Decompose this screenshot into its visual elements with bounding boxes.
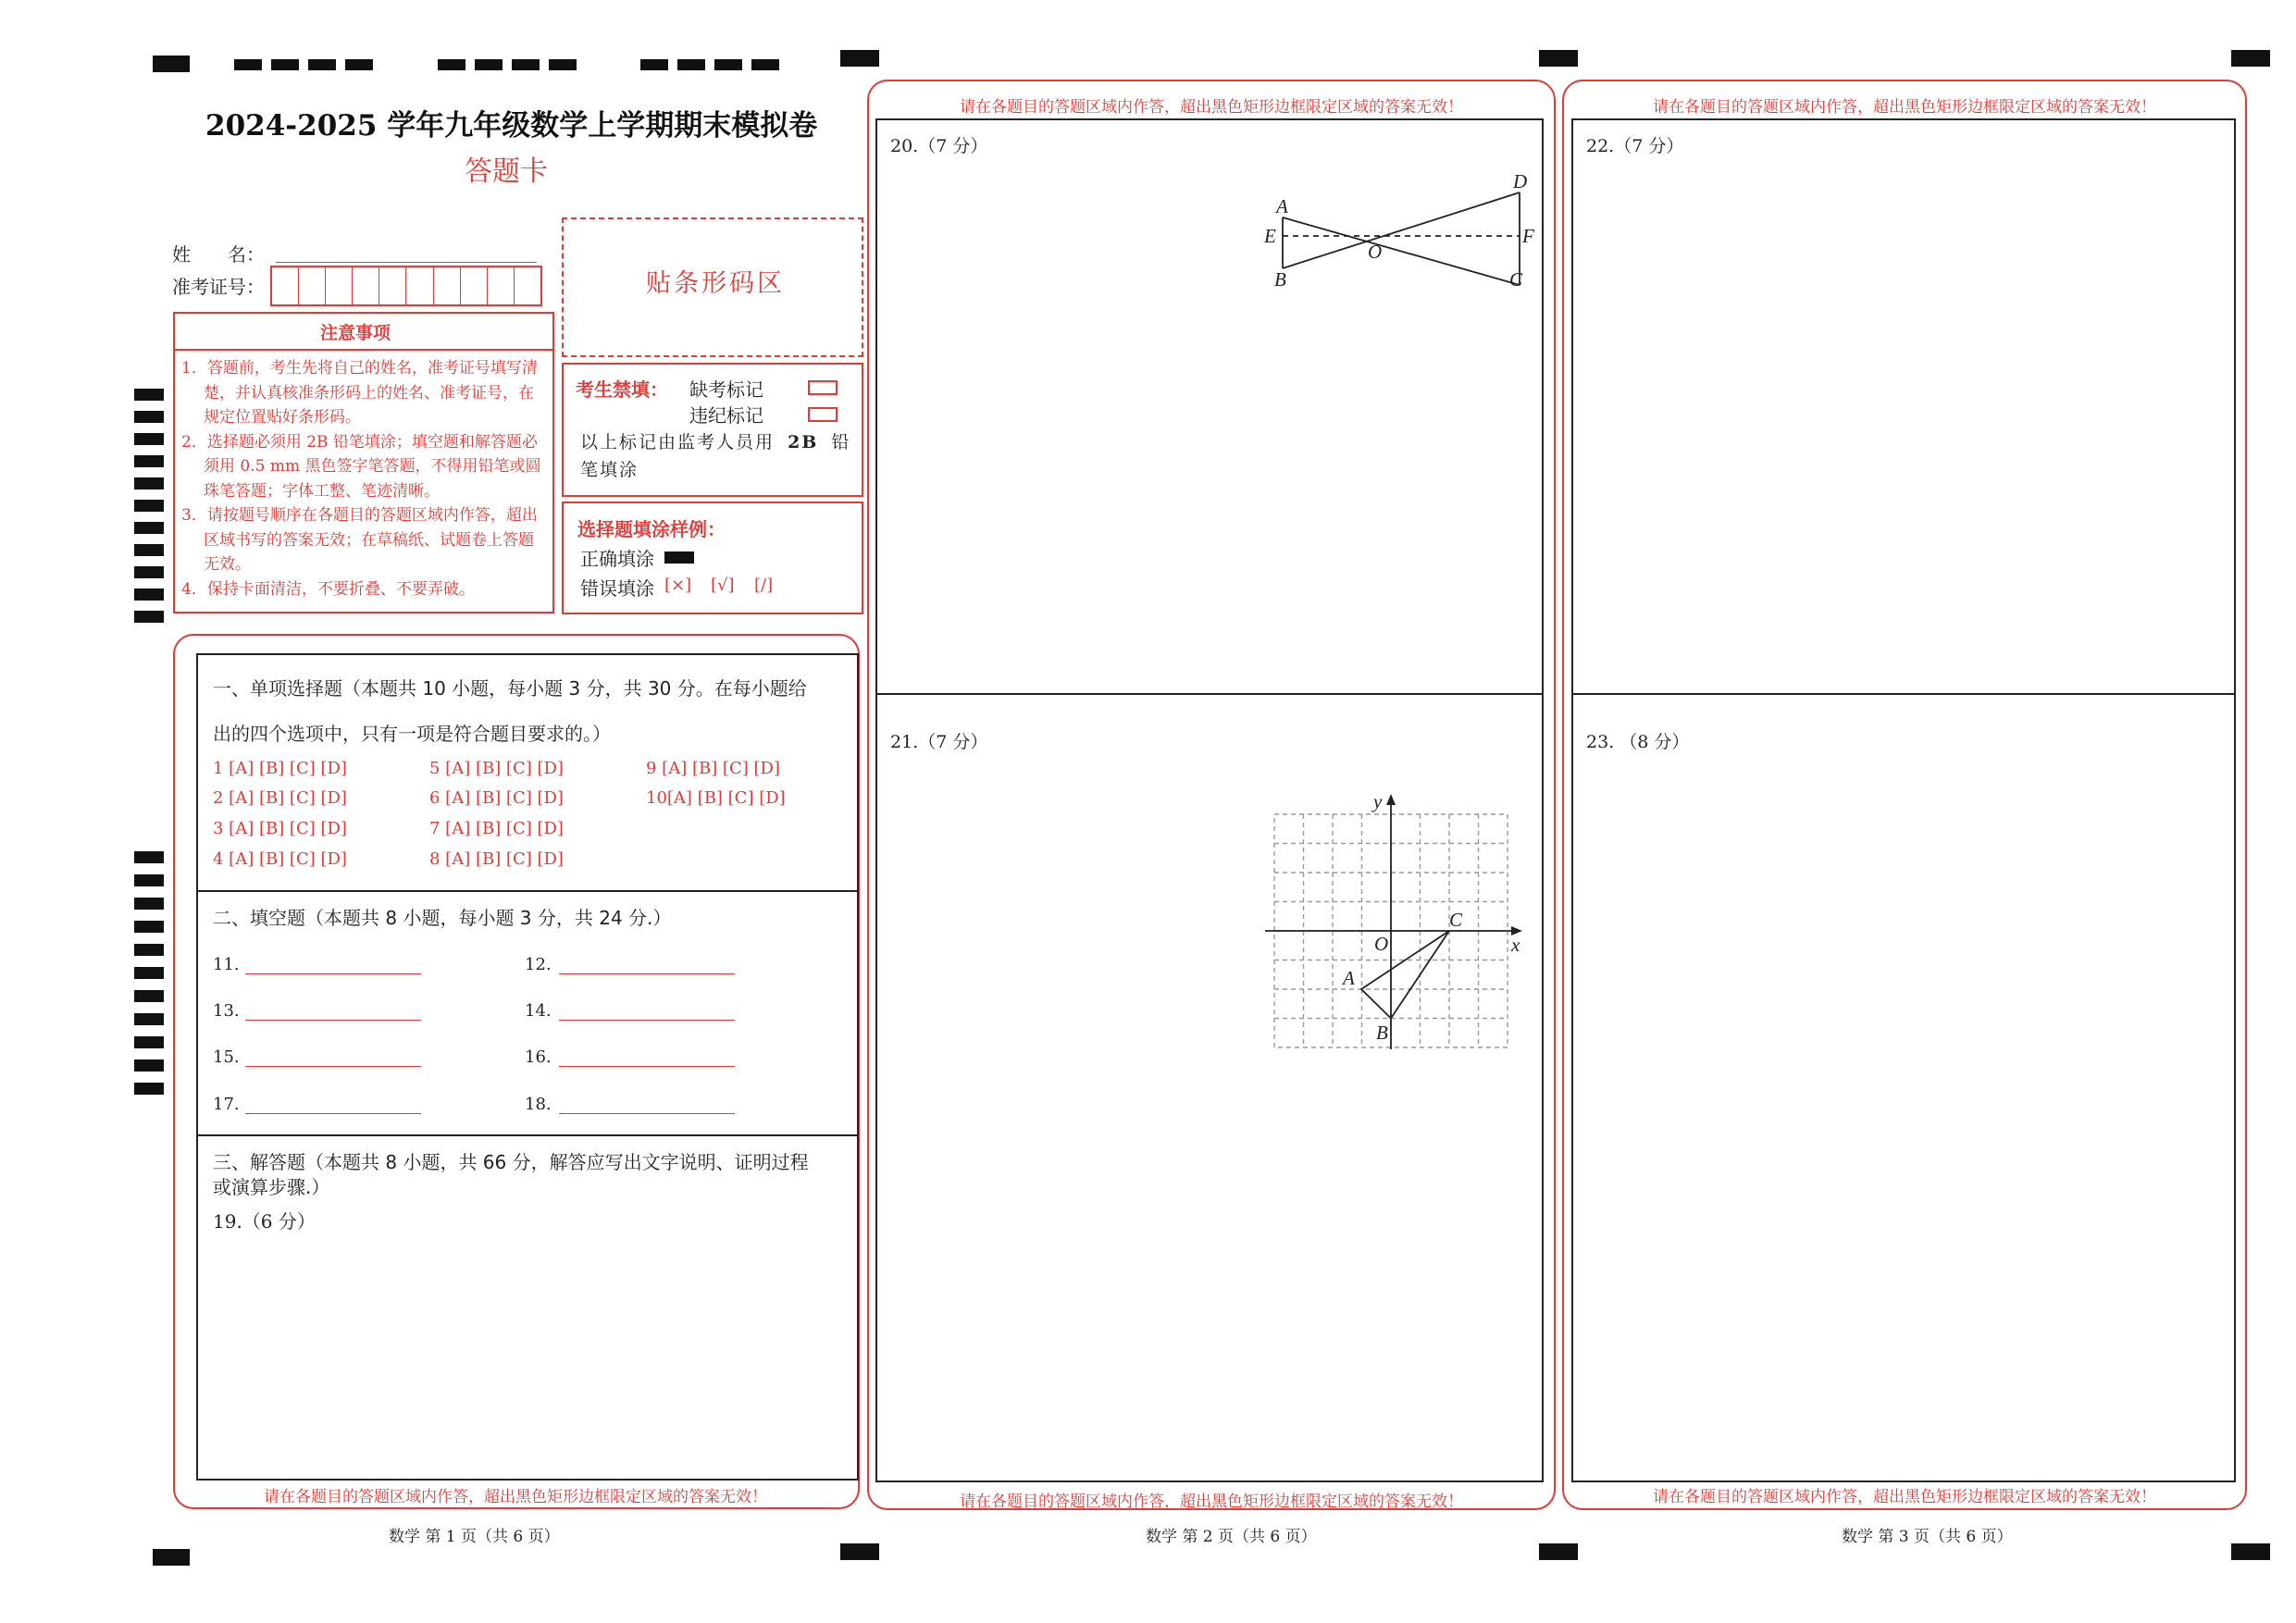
proctor-note-d: 笔填涂 — [580, 460, 639, 480]
choice-row-10[interactable]: 10[A] [B] [C] [D] — [646, 788, 786, 808]
choice-row-9[interactable]: 9 [A] [B] [C] [D] — [646, 759, 780, 778]
section1-title-line2: 出的四个选项中，只有一项是符合题目要求的。） — [213, 723, 611, 745]
blank-label-14: 14. — [525, 1001, 552, 1021]
fig20-label-f: F — [1522, 225, 1534, 247]
fig20-label-o: O — [1368, 241, 1383, 263]
choice-row-7[interactable]: 7 [A] [B] [C] [D] — [429, 819, 564, 838]
fig21-label-c: C — [1449, 909, 1463, 931]
proctor-mark-title: 考生禁填： — [576, 378, 668, 401]
section-divider-2 — [196, 1134, 857, 1136]
section3-title-line1: 三、解答题（本题共 8 小题，共 66 分，解答应写出文字说明、证明过程 — [213, 1151, 809, 1173]
notice-item-2: 2．选择题必须用 2B 铅笔填涂；填空题和解答题必须用 0.5 mm 黑色签字笔答题，不得用铅笔或圆珠笔答题；字体工整、笔迹清晰。 — [181, 432, 541, 501]
choice-row-2[interactable]: 2 [A] [B] [C] [D] — [213, 788, 347, 808]
page1-footer: 数学 第 1 页（共 6 页） — [389, 1528, 560, 1546]
wrong-fill-mark-check: [√] — [711, 576, 735, 595]
fig20-label-b: B — [1274, 268, 1286, 291]
blank-label-11: 11. — [213, 955, 240, 974]
page3-warning-bottom: 请在各题目的答题区域内作答，超出黑色矩形边框限定区域的答案无效！ — [1653, 1488, 2156, 1506]
blank-label-12: 12. — [525, 955, 552, 974]
blank-line-18[interactable] — [559, 1113, 735, 1114]
question-22-answer-area[interactable] — [1573, 167, 2230, 689]
blank-line-17[interactable] — [245, 1113, 421, 1114]
question-20-answer-area[interactable] — [877, 305, 1540, 689]
fig20-label-e: E — [1264, 225, 1276, 247]
section1-title-line1: 一、单项选择题（本题共 10 小题，每小题 3 分，共 30 分。在每小题给 — [213, 677, 807, 700]
proctor-note-a: 以上标记由监考人员用 — [580, 432, 776, 452]
blank-line-16[interactable] — [559, 1066, 735, 1067]
question-22-label: 22.（7 分） — [1586, 136, 1684, 156]
notice-items — [181, 356, 544, 601]
choice-row-5[interactable]: 5 [A] [B] [C] [D] — [429, 759, 564, 778]
fig20-label-d: D — [1513, 170, 1528, 192]
blank-label-15: 15. — [213, 1047, 240, 1067]
blank-line-15[interactable] — [245, 1066, 421, 1067]
barcode-label: 贴条形码区 — [646, 269, 785, 298]
section2-title: 二、填空题（本题共 8 小题，每小题 3 分，共 24 分.） — [213, 907, 672, 929]
fig21-label-b: B — [1376, 1022, 1388, 1044]
blank-line-11[interactable] — [245, 973, 421, 974]
blank-line-13[interactable] — [245, 1020, 421, 1021]
page2-warning-top: 请在各题目的答题区域内作答，超出黑色矩形边框限定区域的答案无效！ — [960, 98, 1463, 117]
wrong-fill-label: 错误填涂 — [580, 577, 654, 600]
question-21-answer-area[interactable] — [877, 1064, 1540, 1471]
page2-warning-bottom: 请在各题目的答题区域内作答，超出黑色矩形边框限定区域的答案无效！ — [960, 1493, 1463, 1511]
notice-item-3: 3．请按题号顺序在各题目的答题区域内作答，超出区域书写的答案无效；在草稿纸、试题卷上答题无效。 — [181, 506, 538, 574]
violation-mark-label: 违纪标记 — [689, 404, 763, 427]
correct-fill-sample — [664, 551, 694, 564]
question-23-answer-area[interactable] — [1573, 759, 2230, 1471]
fig20-label-c: C — [1509, 268, 1523, 291]
notice-title: 注意事项 — [320, 323, 391, 343]
proctor-note-c: 铅 — [831, 432, 851, 452]
answer-card-subtitle: 答题卡 — [465, 155, 548, 188]
fig21-label-a: A — [1343, 967, 1355, 989]
name-label: 姓 名： — [172, 243, 265, 266]
notice-item-4: 4．保持卡面清洁，不要折叠、不要弄破。 — [181, 579, 475, 599]
wrong-fill-mark-x: [×] — [664, 576, 692, 595]
question-19-answer-area[interactable] — [198, 1235, 853, 1474]
absent-mark-label: 缺考标记 — [689, 378, 763, 401]
question-23-label: 23. （8 分） — [1586, 732, 1690, 752]
choice-row-4[interactable]: 4 [A] [B] [C] [D] — [213, 849, 347, 869]
blank-label-16: 16. — [525, 1047, 552, 1067]
blank-label-17: 17. — [213, 1095, 240, 1114]
choice-row-3[interactable]: 3 [A] [B] [C] [D] — [213, 819, 347, 838]
fill-example-title: 选择题填涂样例： — [577, 518, 726, 540]
correct-fill-label: 正确填涂 — [580, 548, 654, 570]
wrong-fill-mark-slash: [/] — [754, 576, 774, 595]
notice-item-1: 1．答题前，考生先将自己的姓名，准考证号填写清楚，并认真核准条形码上的姓名、准考证号，在规定位置贴好条形码。 — [181, 359, 538, 427]
fig20-label-a: A — [1276, 195, 1288, 217]
exam-title: 2024-2025 学年九年级数学上学期期末模拟卷 — [205, 109, 818, 142]
page2-divider — [875, 693, 1542, 695]
fig21-label-x: x — [1511, 934, 1520, 956]
name-field[interactable] — [276, 262, 537, 263]
exam-id-grid[interactable] — [270, 266, 542, 306]
figure-20-bowtie — [1259, 165, 1536, 304]
section3-title-line2: 或演算步骤.） — [213, 1176, 330, 1198]
question-19-label: 19.（6 分） — [213, 1210, 316, 1233]
absent-mark-checkbox[interactable] — [808, 380, 838, 395]
page3-footer: 数学 第 3 页（共 6 页） — [1842, 1528, 2013, 1546]
fig21-label-o: O — [1374, 933, 1389, 955]
choice-row-1[interactable]: 1 [A] [B] [C] [D] — [213, 759, 347, 778]
page2-footer: 数学 第 2 页（共 6 页） — [1146, 1528, 1317, 1546]
page3-divider — [1571, 693, 2234, 695]
proctor-note — [580, 428, 850, 453]
question-20-label: 20.（7 分） — [890, 136, 988, 156]
choice-row-8[interactable]: 8 [A] [B] [C] [D] — [429, 849, 564, 869]
exam-id-label: 准考证号： — [172, 276, 265, 298]
fig21-label-y: y — [1373, 790, 1383, 812]
choice-row-6[interactable]: 6 [A] [B] [C] [D] — [429, 788, 564, 808]
blank-label-13: 13. — [213, 1001, 240, 1021]
page3-warning-top: 请在各题目的答题区域内作答，超出黑色矩形边框限定区域的答案无效！ — [1653, 98, 2156, 117]
blank-line-12[interactable] — [559, 973, 735, 974]
figure-21-coordinate-grid — [1263, 787, 1532, 1050]
question-21-label: 21.（7 分） — [890, 732, 988, 752]
page1-warning: 请在各题目的答题区域内作答，超出黑色矩形边框限定区域的答案无效！ — [264, 1488, 767, 1506]
section-divider-1 — [196, 890, 857, 892]
proctor-note-b: 2B — [788, 432, 819, 452]
blank-label-18: 18. — [525, 1095, 552, 1114]
blank-line-14[interactable] — [559, 1020, 735, 1021]
violation-mark-checkbox[interactable] — [808, 407, 838, 422]
